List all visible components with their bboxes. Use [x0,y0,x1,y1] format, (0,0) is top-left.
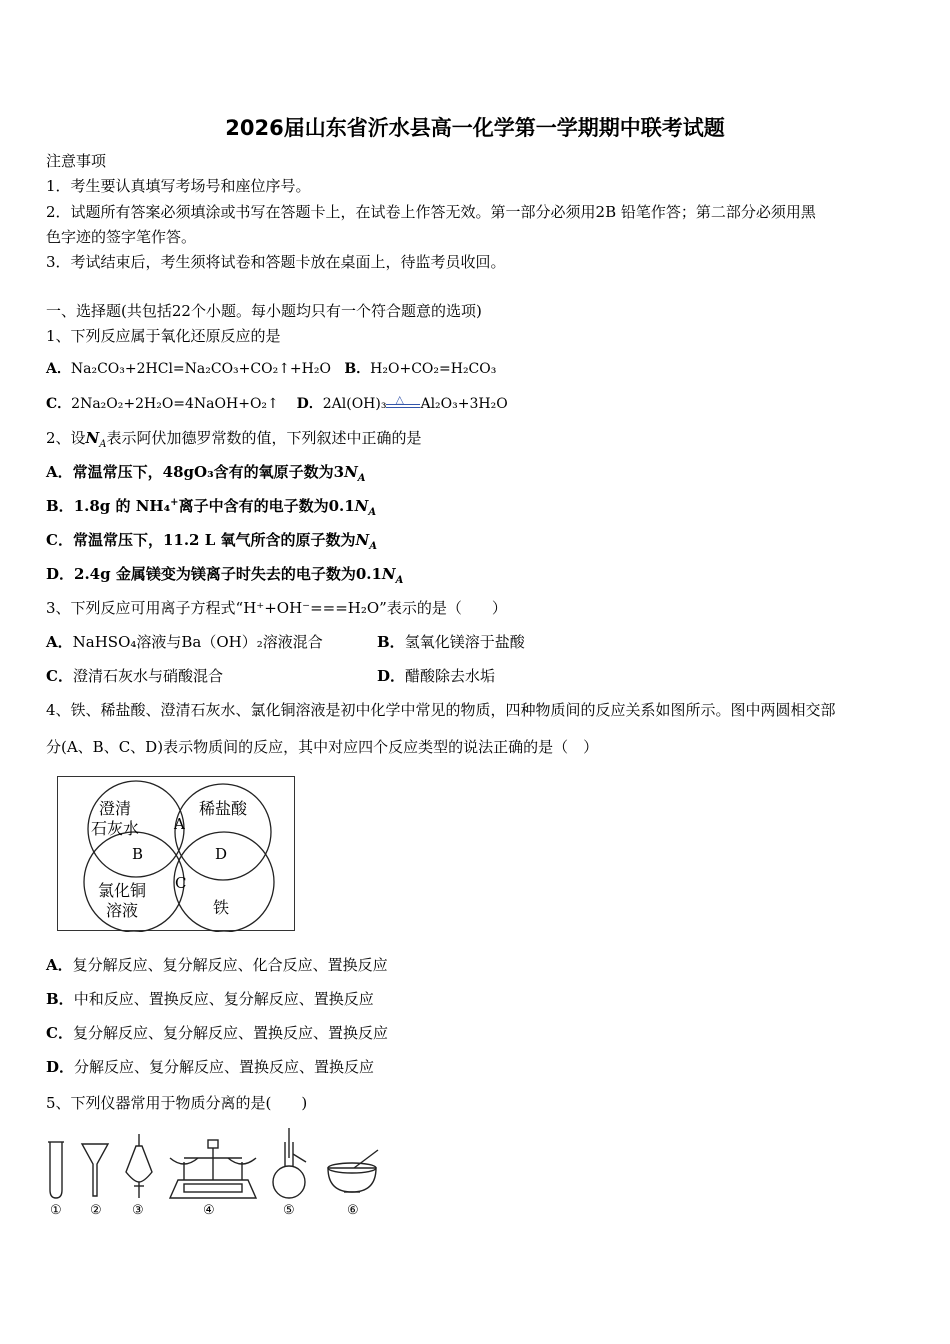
q4-d-label: D． [46,1058,75,1076]
notice-item-2-cont: 色字迹的签字笔作答。 [46,228,197,246]
venn-letter-c: C [175,874,187,892]
q4-stem-line1: 4、铁、稀盐酸、澄清石灰水、氯化铜溶液是初中化学中常见的物质，四种物质间的反应关系如图所示。图中两圆相交部 [46,701,836,719]
q4-b-text: 中和反应、置换反应、复分解反应、置换反应 [73,990,374,1008]
q2-a-text: 常温常压下，48gO₃含有的氧原子数为3 [72,463,345,481]
venn-label-limewater [91,799,139,839]
apparatus-label-4: ④ [203,1203,215,1218]
venn-label-hcl: 稀盐酸 [199,799,248,818]
delta-symbol: △ [395,393,404,406]
q2-a-label: A． [46,463,73,481]
apparatus-label-6: ⑥ [347,1203,359,1218]
q4-stem-line2: 分(A、B、C、D)表示物质间的反应，其中对应四个反应类型的说法正确的是（ ） [46,738,599,756]
test-tube-icon [48,1142,64,1198]
section-heading: 一、选择题(共包括22个小题。每小题均只有一个符合题意的选项) [46,302,482,320]
q2-c-label: C． [46,531,73,549]
page-title: 2026届山东省沂水县高一化学第一学期期中联考试题 [225,116,725,140]
q3-b-text: 氢氧化镁溶于盐酸 [404,633,525,651]
venn-letter-d: D [215,845,228,863]
notice-item-2: 2．试题所有答案必须填涂或书写在答题卡上，在试卷上作答无效。第一部分必须用2B 铅笔作答；第二部分必须用黑 [46,203,816,221]
q3-d-text: 醋酸除去水垢 [405,667,496,685]
venn-label-cucl2 [98,881,146,921]
q3-c-text: 澄清石灰水与硝酸混合 [72,667,223,685]
venn-diagram [57,776,295,931]
q1-a-text: Na₂CO₃+2HCl=Na₂CO₃+CO₂↑+H₂O [70,361,331,377]
venn-cucl2-1: 氯化铜 [98,881,147,900]
q3-option-c [46,666,223,686]
q1-c-text: 2Na₂O₂+2H₂O=4NaOH+O₂↑ [71,396,279,412]
q2-c-na: N [355,531,370,549]
q4-option-b [46,989,374,1009]
q4-option-a [46,955,388,975]
balance-icon [170,1140,256,1198]
q4-c-text: 复分解反应、复分解反应、置换反应、置换反应 [72,1024,388,1042]
q2-d-na: N [381,565,396,583]
q2-d-na-sub: A [395,575,404,586]
apparatus-label-3: ③ [132,1203,144,1218]
q3-option-b [377,632,525,652]
q4-c-label: C． [46,1024,73,1042]
q1-c-label: C． [46,396,72,412]
q2-a-na: N [344,463,358,481]
q2-stem [46,428,422,448]
q1-d-arrow [386,393,420,414]
q1-options-ab [46,359,496,379]
q2-option-d [46,564,403,584]
q1-d-label: D． [296,396,323,412]
q4-option-d [46,1057,374,1077]
q2-b-text1: 1.8g 的 NH₄ [73,497,171,515]
q1-stem: 1、下列反应属于氧化还原反应的是 [46,327,281,345]
q4-a-label: A． [46,956,73,974]
apparatus-label-1: ① [50,1203,62,1218]
notice-item-3: 3．考试结束后，考生须将试卷和答题卡放在桌面上，待监考员收回。 [46,253,506,271]
q2-b-na-sub: A [368,507,377,518]
funnel-icon [82,1144,108,1196]
q2-option-b [46,496,376,516]
q2-na: N [85,429,100,447]
q3-a-label: A． [46,633,73,651]
venn-letter-b: B [132,845,144,863]
q3-option-d [377,666,495,686]
q3-option-a [46,632,323,652]
q2-d-label: D． [46,565,75,583]
q2-b-sup: + [170,497,179,508]
q3-stem: 3、下列反应可用离子方程式“H⁺+OH⁻===H₂O”表示的是（ ） [46,599,507,617]
q2-stem-suffix: 表示阿伏加德罗常数的值，下列叙述中正确的是 [106,429,422,447]
q3-b-label: B． [377,633,405,651]
q4-d-text: 分解反应、复分解反应、置换反应、置换反应 [74,1058,375,1076]
q2-option-a [46,462,366,482]
q4-a-text: 复分解反应、复分解反应、化合反应、置换反应 [72,956,388,974]
q2-b-na: N [354,497,369,515]
q2-b-label: B． [46,497,74,515]
venn-label-iron: 铁 [213,898,230,917]
mortar-icon [328,1150,378,1192]
q4-b-label: B． [46,990,74,1008]
q2-a-na-sub: A [357,473,366,484]
q1-a-label: A． [46,361,71,377]
venn-limewater-2: 石灰水 [91,819,140,838]
q2-c-na-sub: A [369,541,377,552]
q2-b-text2: 离子中含有的电子数为0.1 [178,497,355,515]
q2-d-text: 2.4g 金属镁变为镁离子时失去的电子数为0.1 [74,565,382,583]
separatory-funnel-icon [126,1134,152,1198]
apparatus-label-5: ⑤ [283,1203,295,1218]
venn-limewater-1: 澄清 [99,799,132,818]
distilling-flask-icon [273,1128,306,1198]
q2-stem-prefix: 2、设 [46,429,86,447]
q1-d-left: 2Al(OH)₃ [322,396,387,412]
apparatus-label-2: ② [90,1203,102,1218]
venn-cucl2-2: 溶液 [106,901,139,920]
q1-d-right: Al₂O₃+3H₂O [420,396,508,412]
q3-d-label: D． [377,667,406,685]
q2-c-text: 常温常压下，11.2 L 氧气所含的原子数为 [72,531,356,549]
q4-option-c [46,1023,388,1043]
venn-letter-a: A [174,815,185,833]
notice-item-1: 1．考生要认真填写考场号和座位序号。 [46,177,311,195]
q1-b-text: H₂O+CO₂=H₂CO₃ [370,361,497,377]
q2-na-sub: A [99,439,107,450]
q1-b-label: B． [344,361,371,377]
q2-option-c [46,530,377,550]
lab-apparatus [44,1128,384,1203]
q1-options-cd [46,394,508,414]
q3-c-label: C． [46,667,73,685]
q5-stem: 5、下列仪器常用于物质分离的是( ) [46,1094,308,1112]
q3-a-text: NaHSO₄溶液与Ba（OH）₂溶液混合 [72,633,323,651]
notice-heading: 注意事项 [46,152,107,170]
